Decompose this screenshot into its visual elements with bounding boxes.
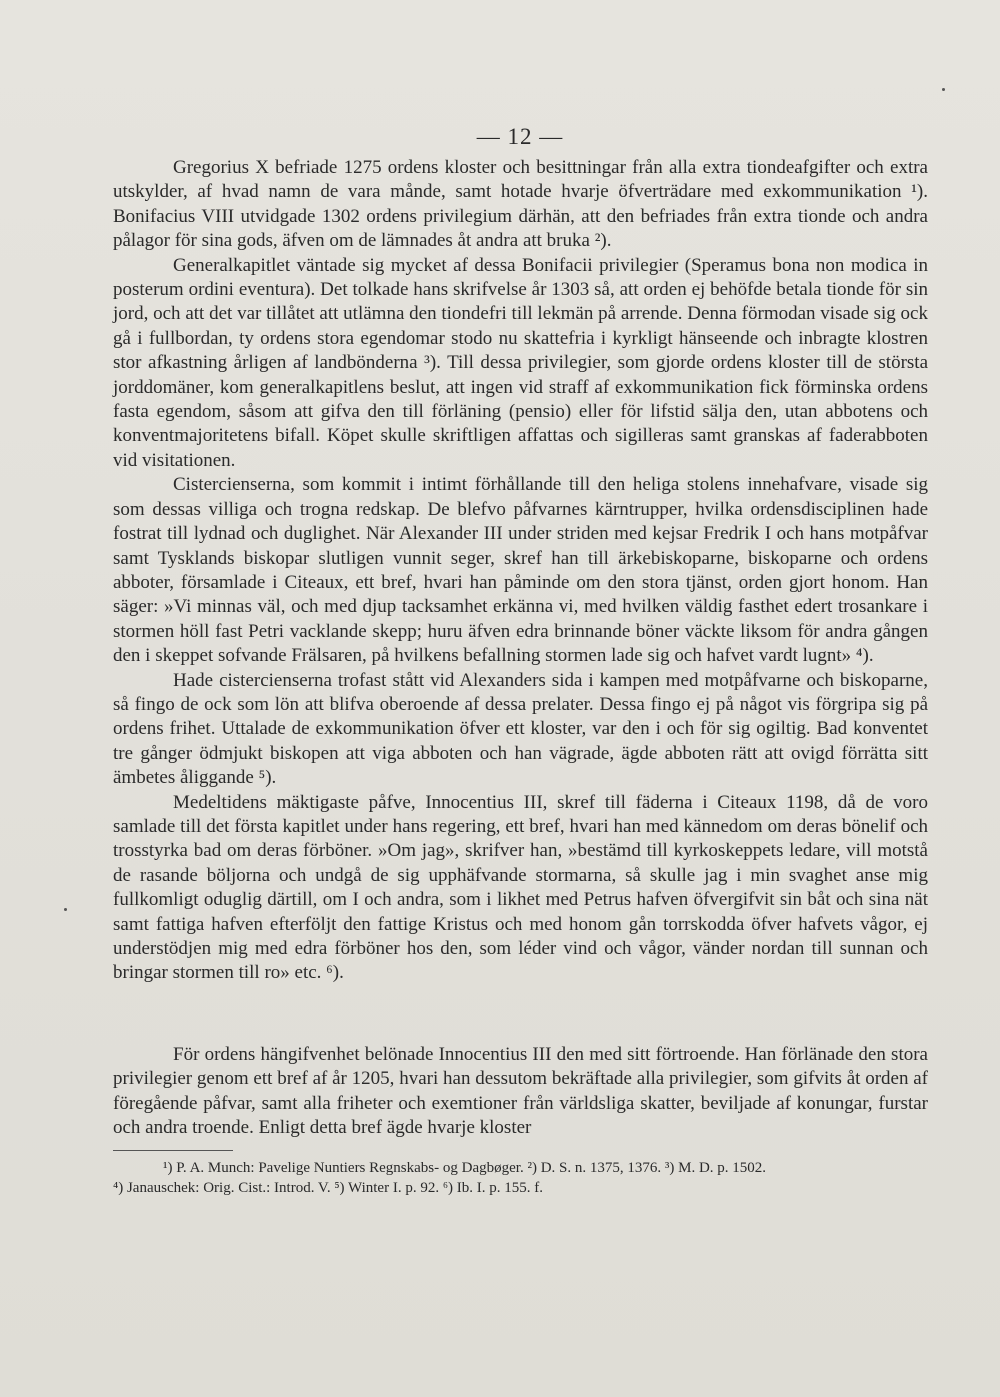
paragraph: Generalkapitlet väntade sig mycket af dessa Bonifacii privilegier (Speramus bona non modica in posterum ordini eventura). Det tolkade hans skrifvelse år 1303 så, att orden ej behöfde betala tionde för sin jord, och att det var tillåtet att utlämna den tiondefri till lekmän på arrende. Denna förmodan visade sig ock gå i fullbordan, ty ordens stora egendomar stodo nu skattefria i kyrkligt hänseende och inbragte klostren stor afkastning årligen af landbönderna ³). Till dessa privilegier, som gjorde ordens kloster till de största jorddomäner, kom generalkapitlens beslut, att ingen vid straff af exkommunikation fick förminska ordens fasta egendom, såsom att gifva den till förläning (pensio) eller för lifstid sälja den, utan abbotens och konventmajoritetens bifall. Köpet skulle skriftligen affattas och sigilleras samt granskas af faderabboten vid visitationen. xyxy=(113,254,928,471)
footnote-line: ⁴) Janauschek: Orig. Cist.: Introd. V. ⁵) Winter I. p. 92. ⁶) Ib. I. p. 155. f. xyxy=(113,1180,544,1196)
paragraph: För ordens hängifvenhet belönade Innocentius III den med sitt förtroende. Han förlänade den stora privilegier genom ett bref af år 1205, hvari han dessutom bekräftade alla privilegier, som gifvits åt orden af föregående påfvar, samt alla friheter och exemtioner från världsliga skatter, beviljade af konungar, furstar och andra troende. Enligt detta bref ägde hvarje kloster xyxy=(113,1044,928,1139)
footnote-divider xyxy=(113,1150,233,1151)
paragraph: Cistercienserna, som kommit i intimt förhållande till den heliga stolens innehafvare, visade sig som dessas villiga och trogna redskap. De blefvo påfvarnes kärntrupper, hvilka ordensdisciplinen hade fostrat till lydnad och duglighet. När Alexander III under striden med kejsar Fredrik I och hans motpåfvar samt Tysklands biskopar slutligen vunnit seger, skref han till ärkebiskoparne, biskoparne och ordens abboter, församlade i Citeaux, ett bref, hvari han påminde om den stora tjänst, orden gjort honom. Han säger: »Vi minnas väl, och med djup tacksamhet erkänna vi, med hvilken väldig fasthet edert trosankare i stormen höll fast Petri vacklande skepp; huru äfven edra brinnande böner väckte liksom för andra gången den i skeppet sofvande Frälsaren, på hvilkens befallning stormen lade sig och hafvet vardt lugnt» ⁴). xyxy=(113,474,928,667)
lower-text xyxy=(113,1043,928,1141)
paragraph: Medeltidens mäktigaste påfve, Innocentius III, skref till fäderna i Citeaux 1198, då de voro samlade till det första kapitlet under hans regering, ett bref, hvari han med kännedom om deras bönelif och trosstyrka bad om deras förböner. »Om jag», skrifver han, »bestämd till kyrkoskeppets ledare, vill motstå de rasande böljorna och undgå de sig upphäfvande stormarna, så skulle jag i min svaghet anse mig fullkomligt oduglig därtill, om I och andra, som i likhet med Petrus hafven öfvergifvit sin båt och sina nät samt fattiga hafven efterföljt den fattige Kristus och med honom gån torrskodda öfver hafvets vågor, ej understödjen mig med edra förböner hos den, som léder vind och vågor, vänder nordan till sunnan och bringar stormen till ro» etc. ⁶). xyxy=(113,791,928,984)
paper-speck xyxy=(64,908,67,911)
footnotes xyxy=(113,1158,928,1198)
paper-speck xyxy=(942,88,945,91)
footnote-line: ¹) P. A. Munch: Pavelige Nuntiers Regnskabs- og Dagbøger. ²) D. S. n. 1375, 1376. ³) M. D. p. 1502. xyxy=(163,1160,767,1176)
page-number: — 12 — xyxy=(476,124,564,149)
paragraph: Gregorius X befriade 1275 ordens kloster och besittningar från alla extra tiondeafgifter och extra utskylder, af hvad namn de vara månde, samt hotade hvarje öfverträdare med exkommunikation ¹). Bonifacius VIII utvidgade 1302 ordens privilegium därhän, att den befriades från extra tionde och andra pålagor för sina gods, äfven om de lämnades åt andra att bruka ²). xyxy=(113,157,928,252)
main-text xyxy=(113,156,928,986)
paragraph: Hade cistercienserna trofast stått vid Alexanders sida i kampen med motpåfvarne och biskoparne, så fingo de ock som lön att blifva oberoende af dessa prelater. Dessa fingo ej på något vis förgripa sig på ordens frihet. Uttalade de exkommunikation öfver ett kloster, var den i och för sig ogiltig. Bad konventet tre gånger ödmjukt biskopen att viga abboten och han vägrade, ägde abboten rätt att ovigd förrätta sitt ämbetes åliggande ⁵). xyxy=(113,669,928,789)
